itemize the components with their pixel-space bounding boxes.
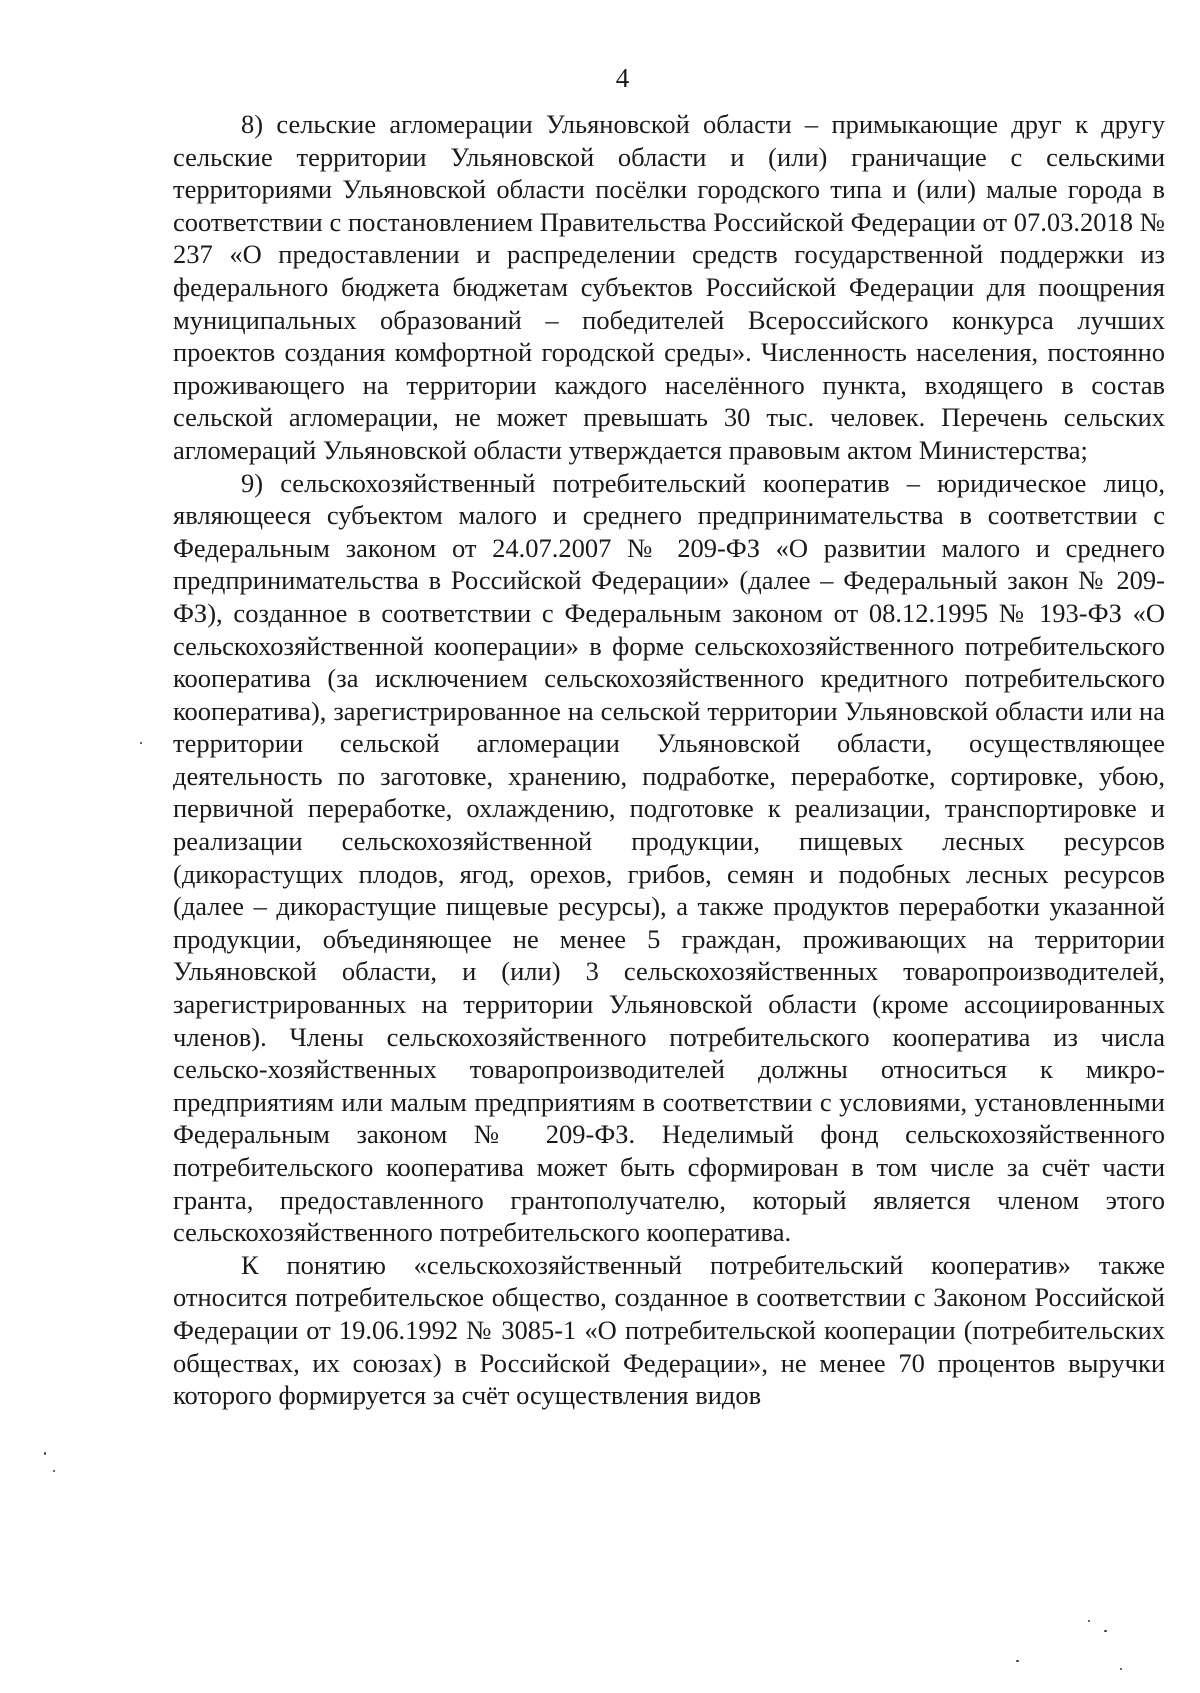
scan-speck [1016, 1660, 1019, 1662]
paragraph-item-8: 8) сельские агломерации Ульяновской области – примыкающие друг к другу сельские территории Ульяновской области и (или) граничащие с сельскими территориями Ульяновской области посёлки городского типа и (или) малые города в соответствии с постановлением Правительства Российской Федерации от 07.03.2018 № 237 «О предоставлении и распределении средств государственной поддержки из федерального бюджета бюджетам субъектов Российской Федерации для поощрения муниципальных образований – победителей Всероссийского конкурса лучших проектов создания комфортной городской среды». Численность населения, постоянно проживающего на территории каждого населённого пункта, входящего в состав сельской агломерации, не может превышать 30 тыс. человек. Перечень сельских агломераций Ульяновской области утверждается правовым актом Министерства; [173, 109, 1165, 465]
scan-speck [1120, 1668, 1122, 1670]
paragraph-cooperative-definition: К понятию «сельскохозяйственный потребительский кооператив» также относится потребительское общество, созданное в соответствии с Законом Российской Федерации от 19.06.1992 № 3085-1 «О потребительской кооперации (потребительских обществах, их союзах) в Российской Федерации», не менее 70 процентов выручки которого формируется за счёт осуществления видов [173, 1249, 1165, 1411]
scan-speck [140, 742, 142, 744]
scan-speck [53, 1470, 55, 1472]
page-number: 4 [615, 63, 630, 93]
document-body [173, 108, 1165, 1412]
scan-speck [44, 1452, 46, 1455]
scan-speck [1104, 1630, 1107, 1632]
paragraph-item-9: 9) сельскохозяйственный потребительский кооператив – юридическое лицо, являющееся субъектом малого и среднего предпринимательства в соответствии с Федеральным законом от 24.07.2007 № 209-ФЗ «О развитии малого и среднего предпринимательства в Российской Федерации» (далее – Федеральный закон № 209-ФЗ), созданное в соответствии с Федеральным законом от 08.12.1995 № 193-ФЗ «О сельскохозяйственной кооперации» в форме сельскохозяйственного потребительского кооператива (за исключением сельскохозяйственного кредитного потребительского кооператива), зарегистрированное на сельской территории Ульяновской области или на территории сельской агломерации Ульяновской области, осуществляющее деятельность по заготовке, хранению, подработке, переработке, сортировке, убою, первичной переработке, охлаждению, подготовке к реализации, транспортировке и реализации сельскохозяйственной продукции, пищевых лесных ресурсов (дикорастущих плодов, ягод, орехов, грибов, семян и подобных лесных ресурсов (далее – дикорастущие пищевые ресурсы), а также продуктов переработки указанной продукции, объединяющее не менее 5 граждан, проживающих на территории Ульяновской области, и (или) 3 сельскохозяйственных товаропроизводителей, зарегистрированных на территории Ульяновской области (кроме ассоциированных членов). Члены сельскохозяйственного потребительского кооператива из числа сельско-хозяйственных товаропроизводителей должны относиться к микро-предприятиям или малым предприятиям в соответствии с условиями, установленными Федеральным законом № 209-ФЗ. Неделимый фонд сельскохозяйственного потребительского кооператива может быть сформирован в том числе за счёт части гранта, предоставленного грантополучателю, который является членом этого сельскохозяйственного потребительского кооператива. [173, 467, 1165, 1248]
scan-speck [1088, 1620, 1090, 1622]
